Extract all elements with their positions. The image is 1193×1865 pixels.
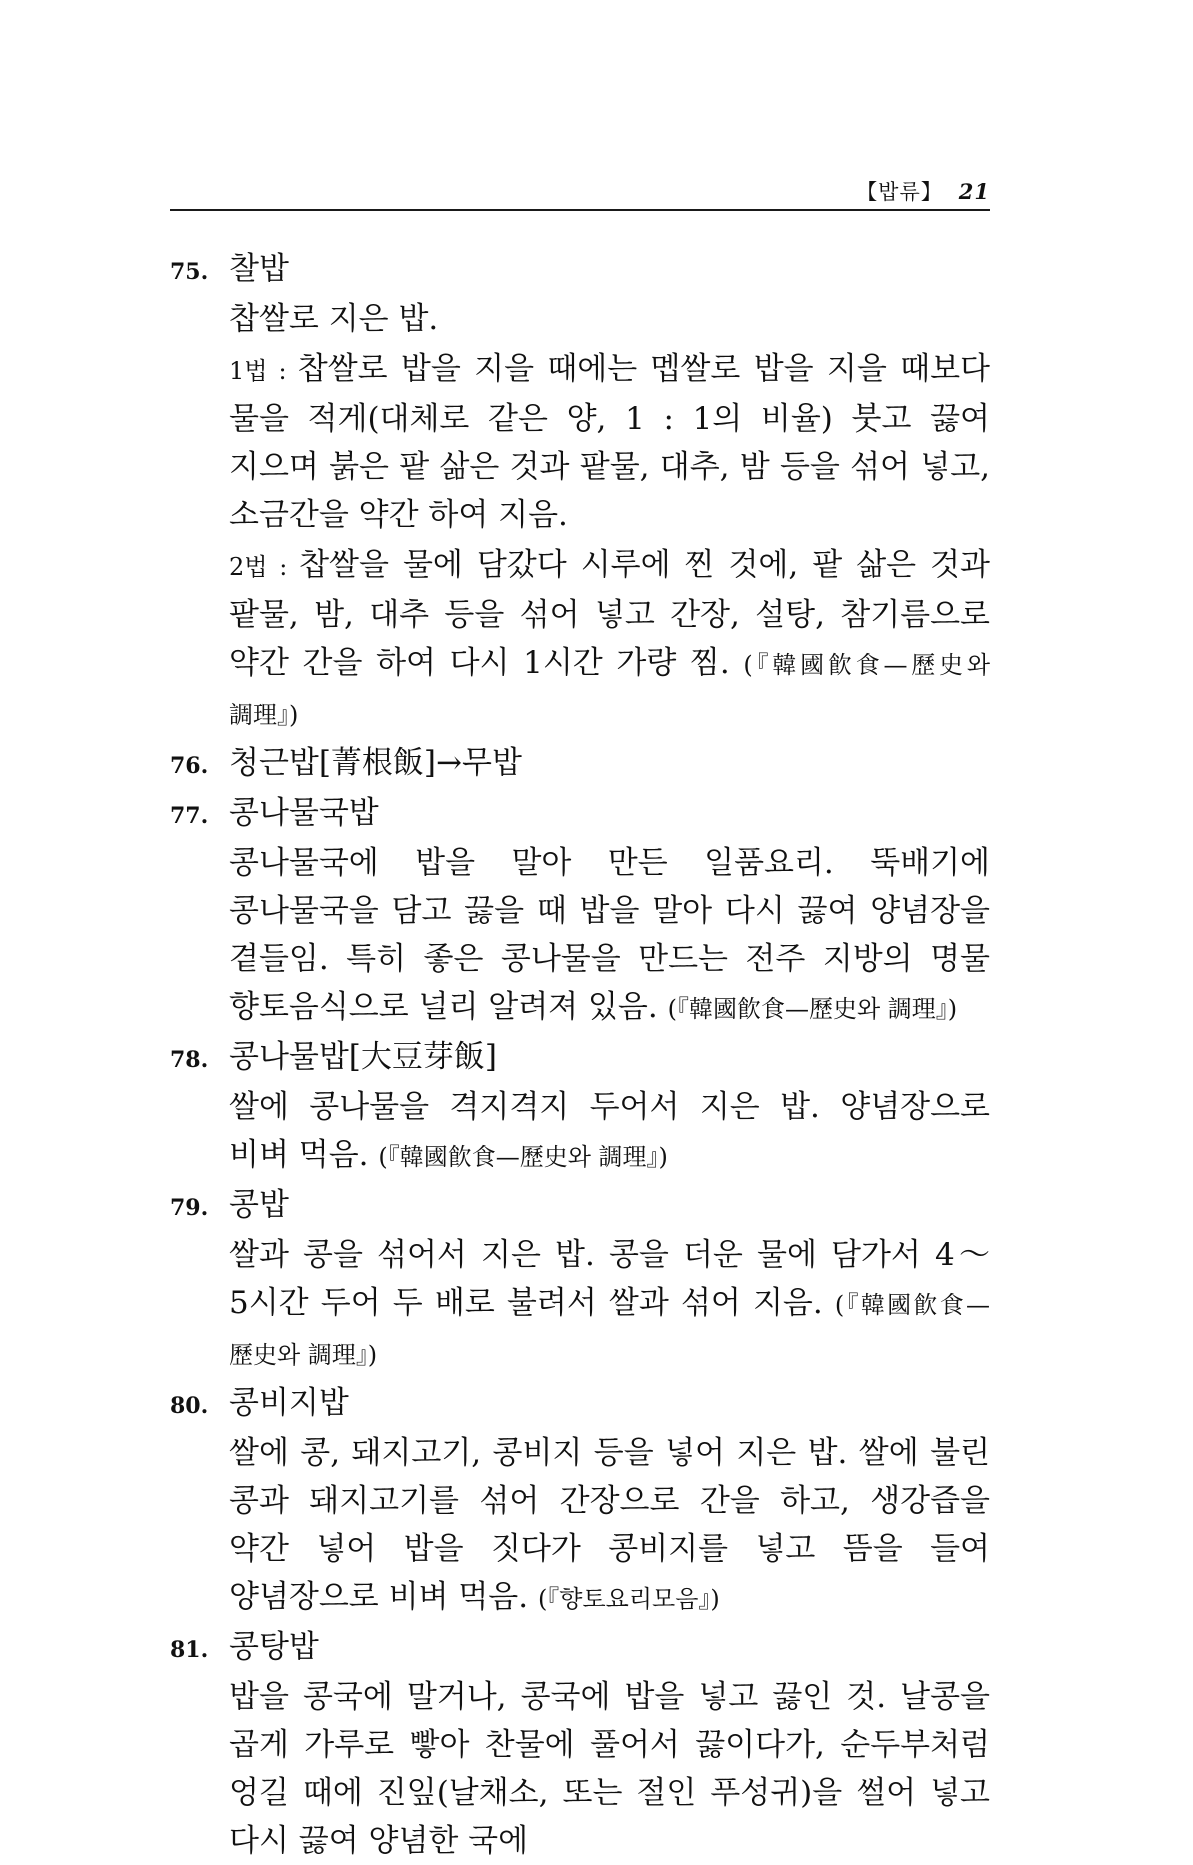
entry-list (170, 245, 990, 1865)
dictionary-entry (170, 739, 990, 789)
header-rule (170, 209, 990, 211)
entry-heading (170, 1181, 990, 1231)
page-number: 21 (958, 179, 990, 204)
entry-number: 78. (170, 1047, 209, 1073)
entry-definition (229, 839, 990, 1033)
dictionary-entry (170, 789, 990, 1033)
method-label: 2법 : (229, 553, 300, 581)
entry-definition (229, 1673, 990, 1865)
method-paragraph (229, 345, 990, 539)
entry-heading (170, 245, 990, 295)
entry-title: 콩비지밥 (229, 1385, 349, 1421)
dictionary-entry (170, 1379, 990, 1623)
entry-title: 찰밥 (229, 251, 289, 287)
entry-text: 찹쌀로 밥을 지을 때에는 멥쌀로 밥을 지을 때보다 물을 적게(대체로 같은 양, 1 : 1의 비율) 붓고 끓여 지으며 붉은 팥 삶은 것과 팥물, 대추, 밤 등을 섞어 넣고, 소금간을 약간 하여 지음. (229, 351, 990, 533)
entry-text: 쌀과 콩을 섞어서 지은 밥. 콩을 더운 물에 담가서 4～5시간 두어 두 배로 불려서 쌀과 섞어 지음. (229, 1237, 990, 1321)
entry-title: 콩나물국밥 (229, 795, 379, 831)
entry-number: 80. (170, 1393, 209, 1419)
entry-title: 청근밥[菁根飯]→무밥 (229, 745, 522, 781)
entry-number: 76. (170, 753, 209, 779)
dictionary-entry (170, 1181, 990, 1379)
entry-heading (170, 1033, 990, 1083)
section-label: 【밥류】 (856, 180, 943, 204)
entry-heading (170, 1379, 990, 1429)
entry-title: 콩탕밥 (229, 1629, 319, 1665)
entry-number: 75. (170, 259, 209, 285)
running-head (170, 176, 990, 206)
entry-text: 밥을 콩국에 말거나, 콩국에 밥을 넣고 끓인 것. 날콩을 곱게 가루로 빻아 찬물에 풀어서 끓이다가, 순두부처럼 엉길 때에 진잎(날채소, 또는 절인 푸성귀)을 썰어 넣고 다시 끓여 양념한 국에 (229, 1679, 990, 1859)
entry-number: 81. (170, 1637, 209, 1663)
dictionary-entry (170, 1623, 990, 1865)
entry-number: 77. (170, 803, 209, 829)
entry-text: 쌀에 콩나물을 격지격지 두어서 지은 밥. 양념장으로 비벼 먹음. (229, 1089, 990, 1173)
entry-number: 79. (170, 1195, 209, 1221)
entry-text: 쌀에 콩, 돼지고기, 콩비지 등을 넣어 지은 밥. 쌀에 불린 콩과 돼지고기를 섞어 간장으로 간을 하고, 생강즙을 약간 넣어 밥을 짓다가 콩비지를 넣고 뜸을 들여 양념장으로 비벼 먹음. (229, 1435, 990, 1615)
entry-definition (229, 1231, 990, 1379)
entry-text: 찹쌀을 물에 담갔다 시루에 찐 것에, 팥 삶은 것과 팥물, 밤, 대추 등을 섞어 넣고 간장, 설탕, 참기름으로 약간 간을 하여 다시 1시간 가량 찜. (229, 547, 990, 681)
entry-definition (229, 1429, 990, 1623)
source-citation: (『韓國飮食—歷史와 調理』) (667, 995, 958, 1023)
entry-definition (229, 1083, 990, 1181)
entry-title: 콩밥 (229, 1187, 289, 1223)
entry-text: 찹쌀로 지은 밥. (229, 301, 439, 337)
source-citation: (『韓國飮食—歷史와 調理』) (378, 1143, 668, 1171)
method-label: 1법 : (229, 357, 298, 385)
entry-heading (170, 789, 990, 839)
source-citation: (『향토요리모음』) (537, 1585, 720, 1613)
entry-heading (170, 739, 990, 789)
entry-heading (170, 1623, 990, 1673)
method-paragraph (229, 541, 990, 739)
source-citation: (『韓國飮食—歷史와 調理』) (229, 1291, 990, 1369)
entry-definition (229, 295, 990, 343)
entry-title: 콩나물밥[大豆芽飯] (229, 1039, 497, 1075)
dictionary-entry (170, 1033, 990, 1181)
source-citation: (『韓國飮食—歷史와 調理』) (229, 651, 991, 729)
dictionary-entry (170, 245, 990, 739)
entry-text: 콩나물국에 밥을 말아 만든 일품요리. 뚝배기에 콩나물국을 담고 끓을 때 밥을 말아 다시 끓여 양념장을 곁들임. 특히 좋은 콩나물을 만드는 전주 지방의 명물 향토음식으로 널리 알려져 있음. (229, 845, 990, 1025)
